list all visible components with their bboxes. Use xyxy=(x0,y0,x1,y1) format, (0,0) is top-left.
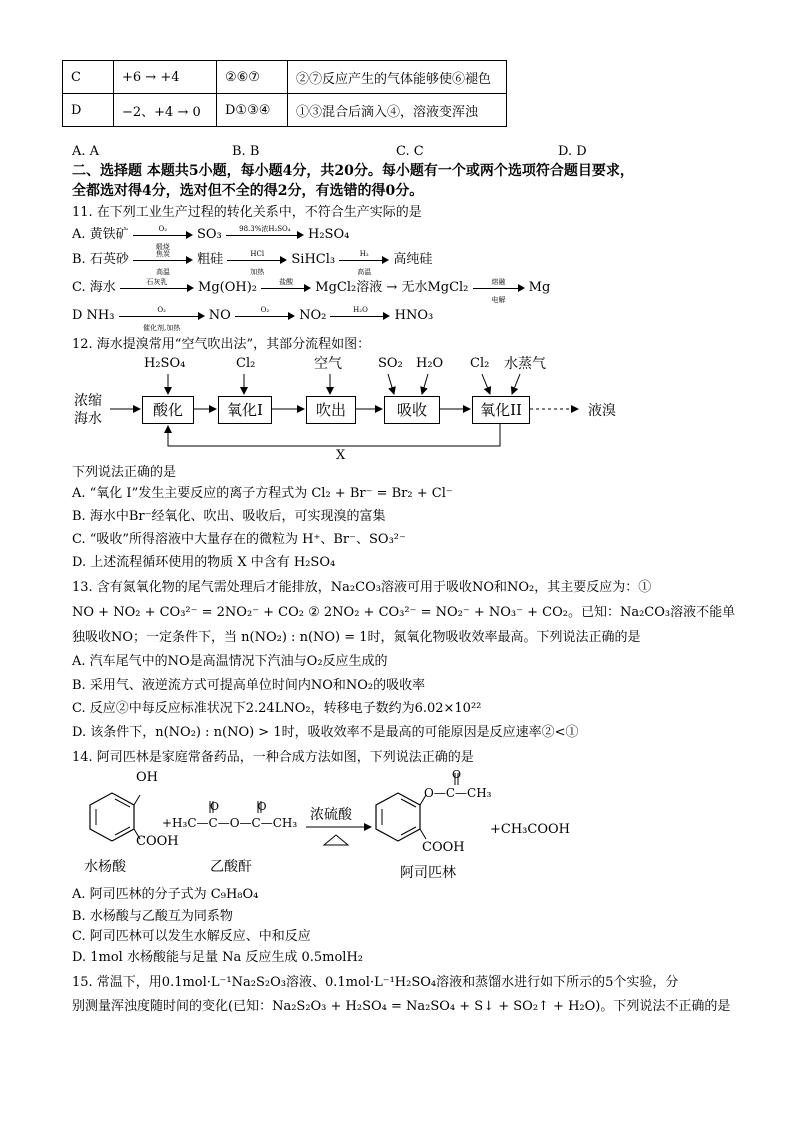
q12-option-c: C. “吸收”所得溶液中大量存在的微粒为 H⁺、Br⁻、SO₃²⁻ xyxy=(72,532,406,547)
arrow-bottom: 高温 xyxy=(357,267,372,276)
anhydride-formula: +H₃C—C—O—C—CH₃ xyxy=(162,816,298,830)
flow-end: 液溴 xyxy=(588,403,616,419)
q15-stem-1: 15. 常温下，用0.1mol·L⁻¹Na₂S₂O₃溶液、0.1mol·L⁻¹H₂SO₄溶液和蒸馏水进行如下所示的5个实验，分 xyxy=(72,975,679,990)
arrow-top: O₂ xyxy=(157,305,166,314)
product: MgCl₂溶液 xyxy=(315,280,383,295)
q12-option-d: D. 上述流程循环使用的物质 X 中含有 H₂SO₄ xyxy=(72,555,336,570)
q15-stem-2: 别测量浑浊度随时间的变化(已知：Na₂S₂O₃ + H₂SO₄ = Na₂SO₄ + S↓ + SO₂↑ + H₂O)。下列说法不正确的是 xyxy=(72,999,731,1014)
arrow-bottom: 高温 xyxy=(155,267,170,276)
q14-stem: 14. 阿司匹林是家庭常备药品，一种合成方法如图，下列说法正确的是 xyxy=(72,750,474,765)
q14-option-a: A. 阿司匹林的分子式为 C₉H₈O₄ xyxy=(72,887,259,902)
arrow-top: 熔融 xyxy=(491,277,506,286)
product: SO₃ xyxy=(196,227,222,242)
q12-option-b: B. 海水中Br⁻经氧化、吹出、吸收后，可实现溴的富集 xyxy=(72,509,386,524)
product: 粗硅 xyxy=(197,252,224,267)
table-cell: D①③④ xyxy=(217,94,288,127)
q14-option-c: C. 阿司匹林可以发生水解反应、中和反应 xyxy=(72,929,311,944)
arrow-bottom: 电解 xyxy=(491,295,506,304)
flow-input: Cl₂ xyxy=(236,356,256,371)
product: H₂SO₄ xyxy=(308,227,350,242)
flow-box-oxidize2: 氧化II xyxy=(472,396,530,424)
arrow-bottom: 煅烧 xyxy=(155,242,170,251)
cooh-label: COOH xyxy=(136,834,179,849)
q13-stem-1: 13. 含有氮氧化物的尾气需处理后才能排放，Na₂CO₃溶液可用于吸收NO和NO₂，其主要反应为：① xyxy=(72,580,652,595)
oh-label: OH xyxy=(136,770,158,785)
aspirin-label: 阿司匹林 xyxy=(400,865,456,881)
table-cell: C xyxy=(63,61,114,94)
flow-input: 空气 xyxy=(314,356,342,372)
arrow-top: 98.3%浓H₂SO₄ xyxy=(239,224,291,233)
product: HNO₃ xyxy=(394,308,434,323)
arrow-bottom: 催化剂,加热 xyxy=(143,323,181,332)
flow-start: 浓缩 海水 xyxy=(74,393,102,427)
arrow-top: 石灰乳 xyxy=(146,277,168,286)
q11-option-c: C. 海水 石灰乳 Mg(OH)₂ 盐酸 MgCl₂溶液 → 无水MgCl₂ 熔融 电解 Mg xyxy=(72,279,550,297)
product: 高纯硅 xyxy=(393,252,433,267)
q12-ask: 下列说法正确的是 xyxy=(72,465,177,480)
q13-option-b: B. 采用气、液逆流方式可提高单位时间内NO和NO₂的吸收率 xyxy=(72,678,426,693)
q13-option-c: C. 反应②中每反应标准状况下2.24LNO₂，转移电子数约为6.02×10²² xyxy=(72,701,482,716)
flow-input: H₂SO₄ xyxy=(144,356,186,371)
q14-option-b: B. 水杨酸与乙酸互为同系物 xyxy=(72,909,233,924)
arrow-top: 焦炭 xyxy=(155,249,170,258)
table-cell: D xyxy=(63,94,114,127)
table-cell: −2、+4 → 0 xyxy=(114,94,217,127)
flow-loop-label: X xyxy=(336,448,346,463)
table-cell: ②⑥⑦ xyxy=(217,61,288,94)
flow-input: Cl₂ xyxy=(470,356,490,371)
o-label: O O xyxy=(210,800,267,813)
reactant: B. 石英砂 xyxy=(72,252,129,267)
salicylic-acid-label: 水杨酸 xyxy=(84,859,126,875)
arrow-bottom: 加热 xyxy=(250,267,265,276)
flow-box-oxidize1: 氧化I xyxy=(218,396,272,424)
q14-option-d: D. 1mol 水杨酸能与足量 Na 反应生成 0.5molH₂ xyxy=(72,950,363,965)
arrow-top: O₂ xyxy=(158,224,168,233)
section-heading: 二、选择题 本题共5小题，每小题4分，共20分。每小题有一个或两个选项符合题目要求， xyxy=(72,163,634,179)
table-cell: ①③混合后滴入④，溶液变浑浊 xyxy=(288,94,507,127)
product: 无水MgCl₂ xyxy=(401,280,469,295)
aspirin-side-chain: O—C—CH₃ xyxy=(424,786,492,800)
q12-option-a: A. “氧化 I”发生主要反应的离子方程式为 Cl₂ + Br⁻ = Br₂ + Cl⁻ xyxy=(72,486,453,501)
product: Mg(OH)₂ xyxy=(198,280,258,295)
option-d: D. D xyxy=(558,144,587,159)
arrow-top: 盐酸 xyxy=(279,277,294,286)
flow-box-absorb: 吸收 xyxy=(384,396,440,424)
reactant: A. 黄铁矿 xyxy=(72,227,129,242)
acetic-acid-product: +CH₃COOH xyxy=(490,822,570,837)
product: NO₂ xyxy=(299,308,327,323)
section-heading-2: 全都选对得4分，选对但不全的得2分，有选错的得0分。 xyxy=(72,183,424,199)
option-a: A. A xyxy=(72,144,100,159)
arrow-top: HCl xyxy=(250,249,265,258)
flow-input: H₂O xyxy=(416,356,444,371)
flow-box-blowout: 吹出 xyxy=(306,396,356,424)
product: SiHCl₃ xyxy=(291,252,336,267)
reactant: C. 海水 xyxy=(72,280,116,295)
option-b: B. B xyxy=(232,144,260,159)
arrow-top: H₂ xyxy=(359,249,369,258)
q13-stem-3: 独吸收NO；一定条件下，当 n(NO₂) : n(NO) = 1时，氮氧化物吸收效率最高。下列说法正确的是 xyxy=(72,630,641,645)
q13-option-a: A. 汽车尾气中的NO是高温情况下汽油与O₂反应生成的 xyxy=(72,654,388,669)
arrow-top: O₂ xyxy=(260,305,270,314)
table-cell: ②⑦反应产生的气体能够使⑥褪色 xyxy=(288,61,507,94)
catalyst-label: 浓硫酸 xyxy=(310,807,352,823)
flow-box-acidify: 酸化 xyxy=(142,396,194,424)
flow-input: SO₂ xyxy=(378,356,403,371)
anhydride-label: 乙酸酐 xyxy=(210,859,252,875)
table-cell: +6 → +4 xyxy=(114,61,217,94)
o-label: O xyxy=(452,768,462,781)
q11-stem: 11. 在下列工业生产过程的转化关系中，不符合生产实际的是 xyxy=(72,205,422,220)
flow-input: 水蒸气 xyxy=(504,356,546,372)
reactant: D NH₃ xyxy=(72,308,115,323)
product: Mg xyxy=(528,280,551,295)
cooh-label: COOH xyxy=(422,840,465,855)
q12-stem: 12. 海水提溴常用“空气吹出法”，其部分流程如图： xyxy=(72,337,371,352)
arrow-top: H₂O xyxy=(353,305,368,314)
q13-stem-2: NO + NO₂ + CO₃²⁻ = 2NO₂⁻ + CO₂ ② 2NO₂ + CO₃²⁻ = NO₂⁻ + NO₃⁻ + CO₂。已知：Na₂CO₃溶液不能单 xyxy=(72,605,736,620)
q13-option-d: D. 该条件下，n(NO₂) : n(NO) > 1时，吸收效率不是最高的可能原因是反应速率②<① xyxy=(72,725,579,740)
option-c: C. C xyxy=(396,144,424,159)
product: NO xyxy=(208,308,231,323)
